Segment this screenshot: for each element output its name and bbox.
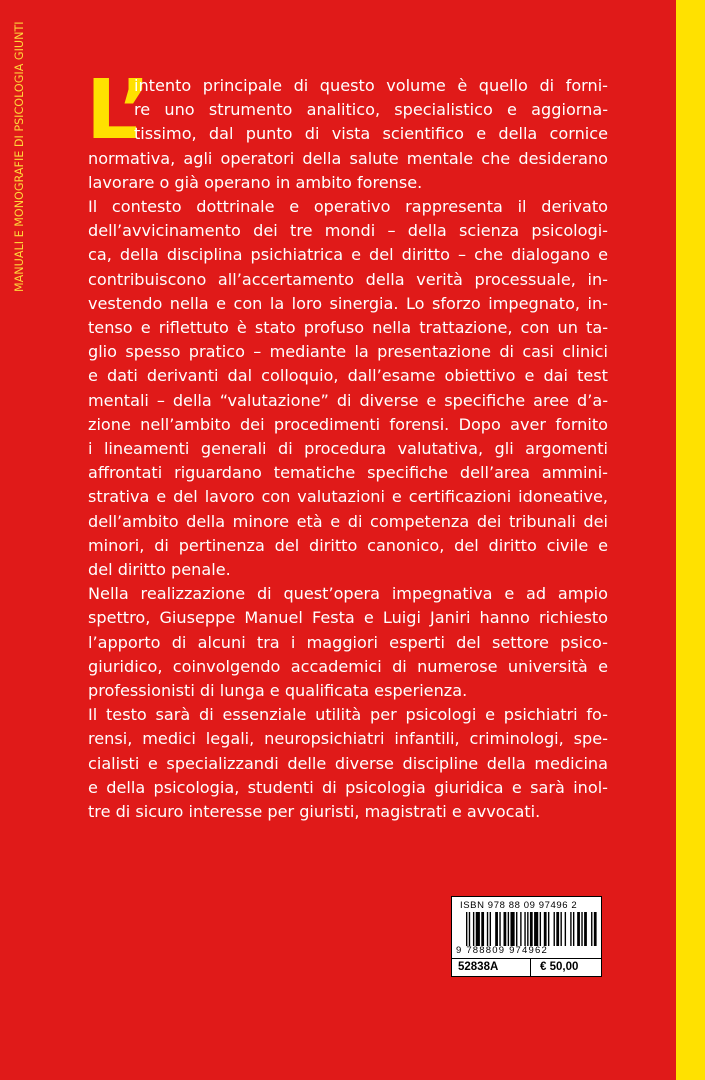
- text-line: Nella realizzazione di quest’opera impegnativa e ad ampio: [88, 584, 608, 604]
- text-line: normativa, agli operatori della salute mentale che desiderano: [88, 148, 608, 168]
- barcode-bar: [487, 912, 488, 946]
- text-line: strativa e del lavoro con valutazioni e certificazioni idoneative,: [88, 487, 608, 507]
- isbn-text: ISBN 978 88 09 97496 2: [460, 900, 578, 911]
- barcode-label: [451, 896, 602, 977]
- barcode-bar: [510, 912, 514, 946]
- text-line: ca, della disciplina psichiatrica e del diritto – che dialogano e: [88, 245, 608, 265]
- barcode-bars: [466, 912, 598, 946]
- text-line: e della psicologia, studenti di psicologia giuridica e sarà inol-: [88, 777, 608, 797]
- spine-series-label: [12, 21, 32, 292]
- barcode-bar: [504, 912, 507, 946]
- barcode-bar: [490, 912, 491, 946]
- barcode-bar: [540, 912, 541, 946]
- text-line: del diritto penale.: [88, 560, 231, 580]
- barcode-bar: [591, 912, 592, 946]
- barcode-bar: [581, 912, 582, 946]
- text-line: rensi, medici legali, neuropsichiatri infantili, criminologi, spe-: [88, 729, 608, 749]
- text-line: Il contesto dottrinale e operativo rappresenta il derivato: [88, 197, 608, 217]
- text-line: tissimo, dal punto di vista scientifico e della cornice: [134, 124, 608, 144]
- paragraph-context: [88, 195, 608, 582]
- barcode-bar: [524, 912, 525, 946]
- barcode-bar: [481, 912, 484, 946]
- barcode-bar: [499, 912, 500, 946]
- drop-cap: L’: [86, 63, 151, 158]
- back-cover-text: [88, 74, 608, 824]
- barcode-bar: [584, 912, 587, 946]
- text-line: e dati derivanti dal colloquio, dall’esame obiettivo e dai test: [88, 366, 608, 386]
- text-line: cialisti e specializzandi delle diverse discipline della medicina: [88, 753, 608, 773]
- paragraph-intro: [88, 74, 608, 195]
- text-line: minori, di pertinenza del diritto canonico, del diritto civile e: [88, 535, 608, 555]
- barcode-bar: [560, 912, 561, 946]
- text-line: mentali – della “valutazione” di diverse e specifiche aree d’a-: [88, 390, 608, 410]
- text-line: giuridico, coinvolgendo accademici di numerose università e: [88, 656, 608, 676]
- text-line: re uno strumento analitico, specialistico e aggiorna-: [134, 100, 608, 120]
- code-price-row: [452, 958, 601, 977]
- text-line: intento principale di questo volume è quello di forni-: [134, 76, 608, 95]
- barcode-bar: [573, 912, 574, 946]
- barcode-bar: [516, 912, 517, 946]
- barcode-bar: [508, 912, 509, 946]
- barcode-bar: [469, 912, 470, 946]
- barcode-bar: [577, 912, 580, 946]
- barcode-bar: [544, 912, 547, 946]
- barcode-bar: [476, 912, 480, 946]
- barcode-bar: [527, 912, 528, 946]
- text-line: spettro, Giuseppe Manuel Festa e Luigi Janiri hanno richiesto: [88, 608, 608, 628]
- product-code: 52838A: [458, 961, 499, 973]
- barcode-bar: [534, 912, 538, 946]
- barcode-bar: [548, 912, 549, 946]
- text-line: affrontati riguardano tematiche specifiche dell’area ammini-: [88, 463, 608, 483]
- text-line: dell’avvicinamento dei tre mondi – della scienza psicologi-: [88, 221, 608, 241]
- text-line: tenso e riflettuto è stato profuso nella trattazione, con un ta-: [88, 318, 608, 338]
- barcode-bar: [570, 912, 571, 946]
- barcode-bar: [520, 912, 521, 946]
- text-line: glio spesso pratico – mediante la presentazione di casi clinici: [88, 342, 608, 362]
- ean-digits: 9 788809 974962: [456, 945, 548, 956]
- barcode-bar: [556, 912, 559, 946]
- text-line: contribuiscono all’accertamento della verità processuale, in-: [88, 269, 608, 289]
- divider: [530, 959, 531, 977]
- series-title: MANUALI E MONOGRAFIE DI PSICOLOGIA GIUNTI: [13, 21, 26, 292]
- yellow-side-stripe: [676, 0, 705, 1080]
- paragraph-authors: [88, 582, 608, 703]
- barcode-bar: [554, 912, 555, 946]
- text-line: professionisti di lunga e qualificata esperienza.: [88, 681, 468, 701]
- text-line: l’apporto di alcuni tra i maggiori esperti del settore psico-: [88, 632, 608, 652]
- text-line: zione nell’ambito dei procedimenti forensi. Dopo aver fornito: [88, 414, 608, 434]
- price: € 50,00: [540, 961, 579, 973]
- text-line: dell’ambito della minore età e di competenza dei tribunali dei: [88, 511, 608, 531]
- barcode-bar: [565, 912, 566, 946]
- text-line: vestendo nella e con la loro sinergia. Lo sforzo impegnato, in-: [88, 293, 608, 313]
- text-line: tre di sicuro interesse per giuristi, magistrati e avvocati.: [88, 802, 541, 822]
- text-line: i lineamenti generali di procedura valutativa, gli argomenti: [88, 439, 608, 459]
- paragraph-audience: [88, 703, 608, 824]
- barcode-bar: [530, 912, 533, 946]
- barcode-bar: [473, 912, 474, 946]
- barcode-bar: [495, 912, 498, 946]
- barcode-bar: [594, 912, 597, 946]
- barcode-bar: [466, 912, 467, 946]
- text-line: Il testo sarà di essenziale utilità per psicologi e psichiatri fo-: [88, 705, 608, 725]
- text-line: lavorare o già operano in ambito forense.: [88, 172, 423, 192]
